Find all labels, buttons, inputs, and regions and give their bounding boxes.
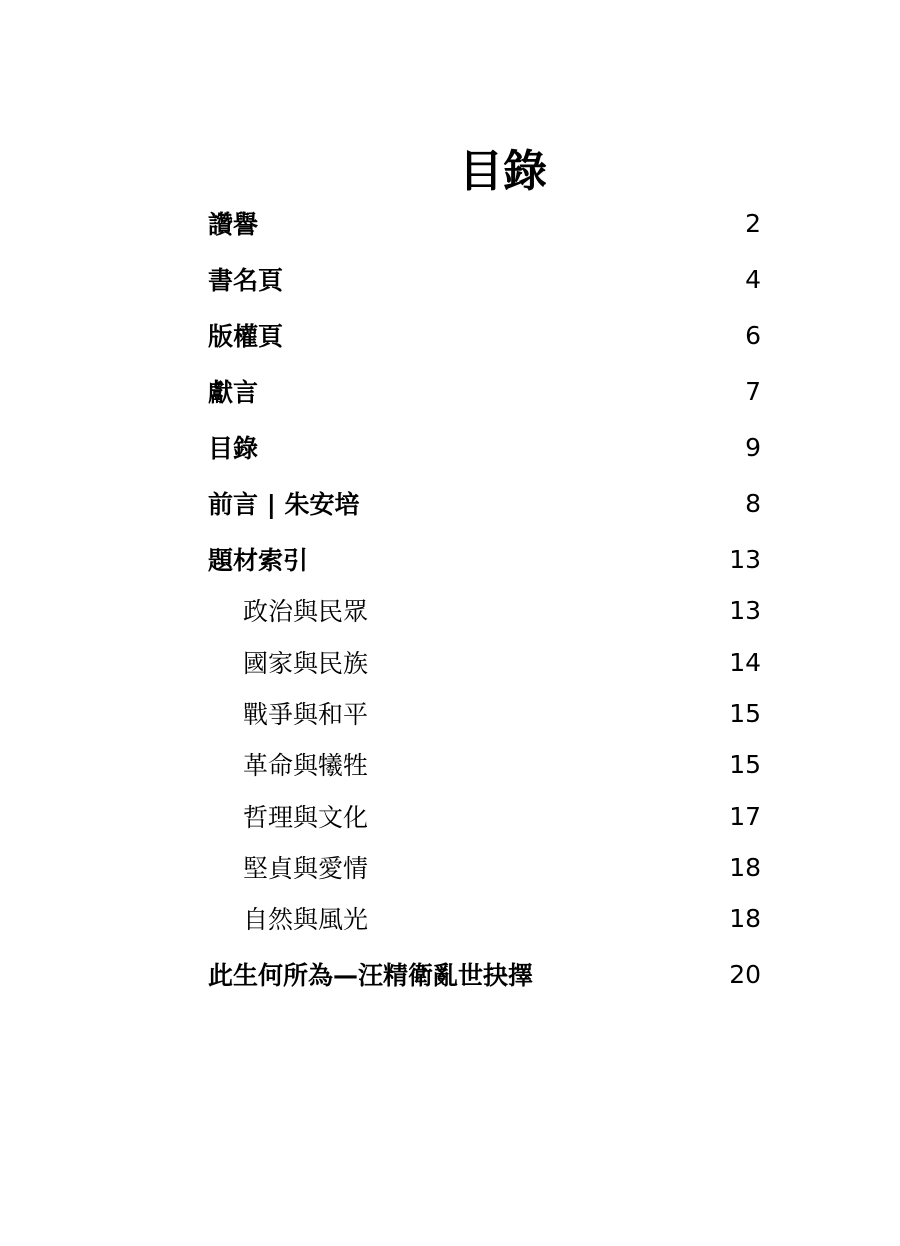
toc-entry-label: 題材索引 <box>208 546 309 575</box>
toc-subentry[interactable] <box>208 898 761 938</box>
toc-entry-label: 讚譽 <box>208 210 259 239</box>
toc-entry[interactable] <box>208 954 761 994</box>
toc-entry-page: 13 <box>729 544 761 574</box>
toc-entry[interactable] <box>208 427 761 467</box>
toc-entry[interactable] <box>208 483 761 523</box>
toc-subentry[interactable] <box>208 590 761 630</box>
toc-entry[interactable] <box>208 315 761 355</box>
toc-entry-page: 2 <box>745 208 761 238</box>
toc-entry-label: 前言 | 朱安培 <box>208 490 360 519</box>
toc-entry-page: 4 <box>745 264 761 294</box>
toc-entry-label: 此生何所為—汪精衛亂世抉擇 <box>208 961 534 990</box>
toc-entry-label: 版權頁 <box>208 322 284 351</box>
toc-subentry[interactable] <box>208 744 761 784</box>
toc-entry-label: 獻言 <box>208 378 259 407</box>
toc-entry-label: 書名頁 <box>208 266 284 295</box>
toc-entry[interactable] <box>208 203 761 243</box>
toc-entry-label: 革命與犧牲 <box>243 751 369 780</box>
toc-entry-page: 18 <box>729 903 761 933</box>
toc-entry-page: 6 <box>745 320 761 350</box>
toc-entry-page: 15 <box>729 698 761 728</box>
toc-entry-page: 8 <box>745 488 761 518</box>
toc-subentry[interactable] <box>208 847 761 887</box>
toc-entry[interactable] <box>208 259 761 299</box>
toc-subentry[interactable] <box>208 693 761 733</box>
toc-subentry[interactable] <box>208 642 761 682</box>
toc-entry-label: 自然與風光 <box>243 905 369 934</box>
toc-entry-label: 哲理與文化 <box>243 803 369 832</box>
toc-entry-page: 18 <box>729 852 761 882</box>
toc-entry-label: 堅貞與愛情 <box>243 854 369 883</box>
toc-entry-label: 目錄 <box>208 434 259 463</box>
toc-entry-label: 國家與民族 <box>243 649 369 678</box>
toc-subentry[interactable] <box>208 796 761 836</box>
toc-entry-page: 13 <box>729 595 761 625</box>
toc-entry-page: 20 <box>729 959 761 989</box>
toc-entry-page: 7 <box>745 376 761 406</box>
toc-entry-page: 17 <box>729 801 761 831</box>
page-title: 目錄 <box>459 146 547 197</box>
toc-entry[interactable] <box>208 371 761 411</box>
toc-entry-label: 戰爭與和平 <box>243 700 369 729</box>
toc-entry-page: 9 <box>745 432 761 462</box>
toc-entry-page: 14 <box>729 647 761 677</box>
toc-entry[interactable] <box>208 539 761 579</box>
toc-entry-label: 政治與民眾 <box>243 597 369 626</box>
toc-entry-page: 15 <box>729 749 761 779</box>
